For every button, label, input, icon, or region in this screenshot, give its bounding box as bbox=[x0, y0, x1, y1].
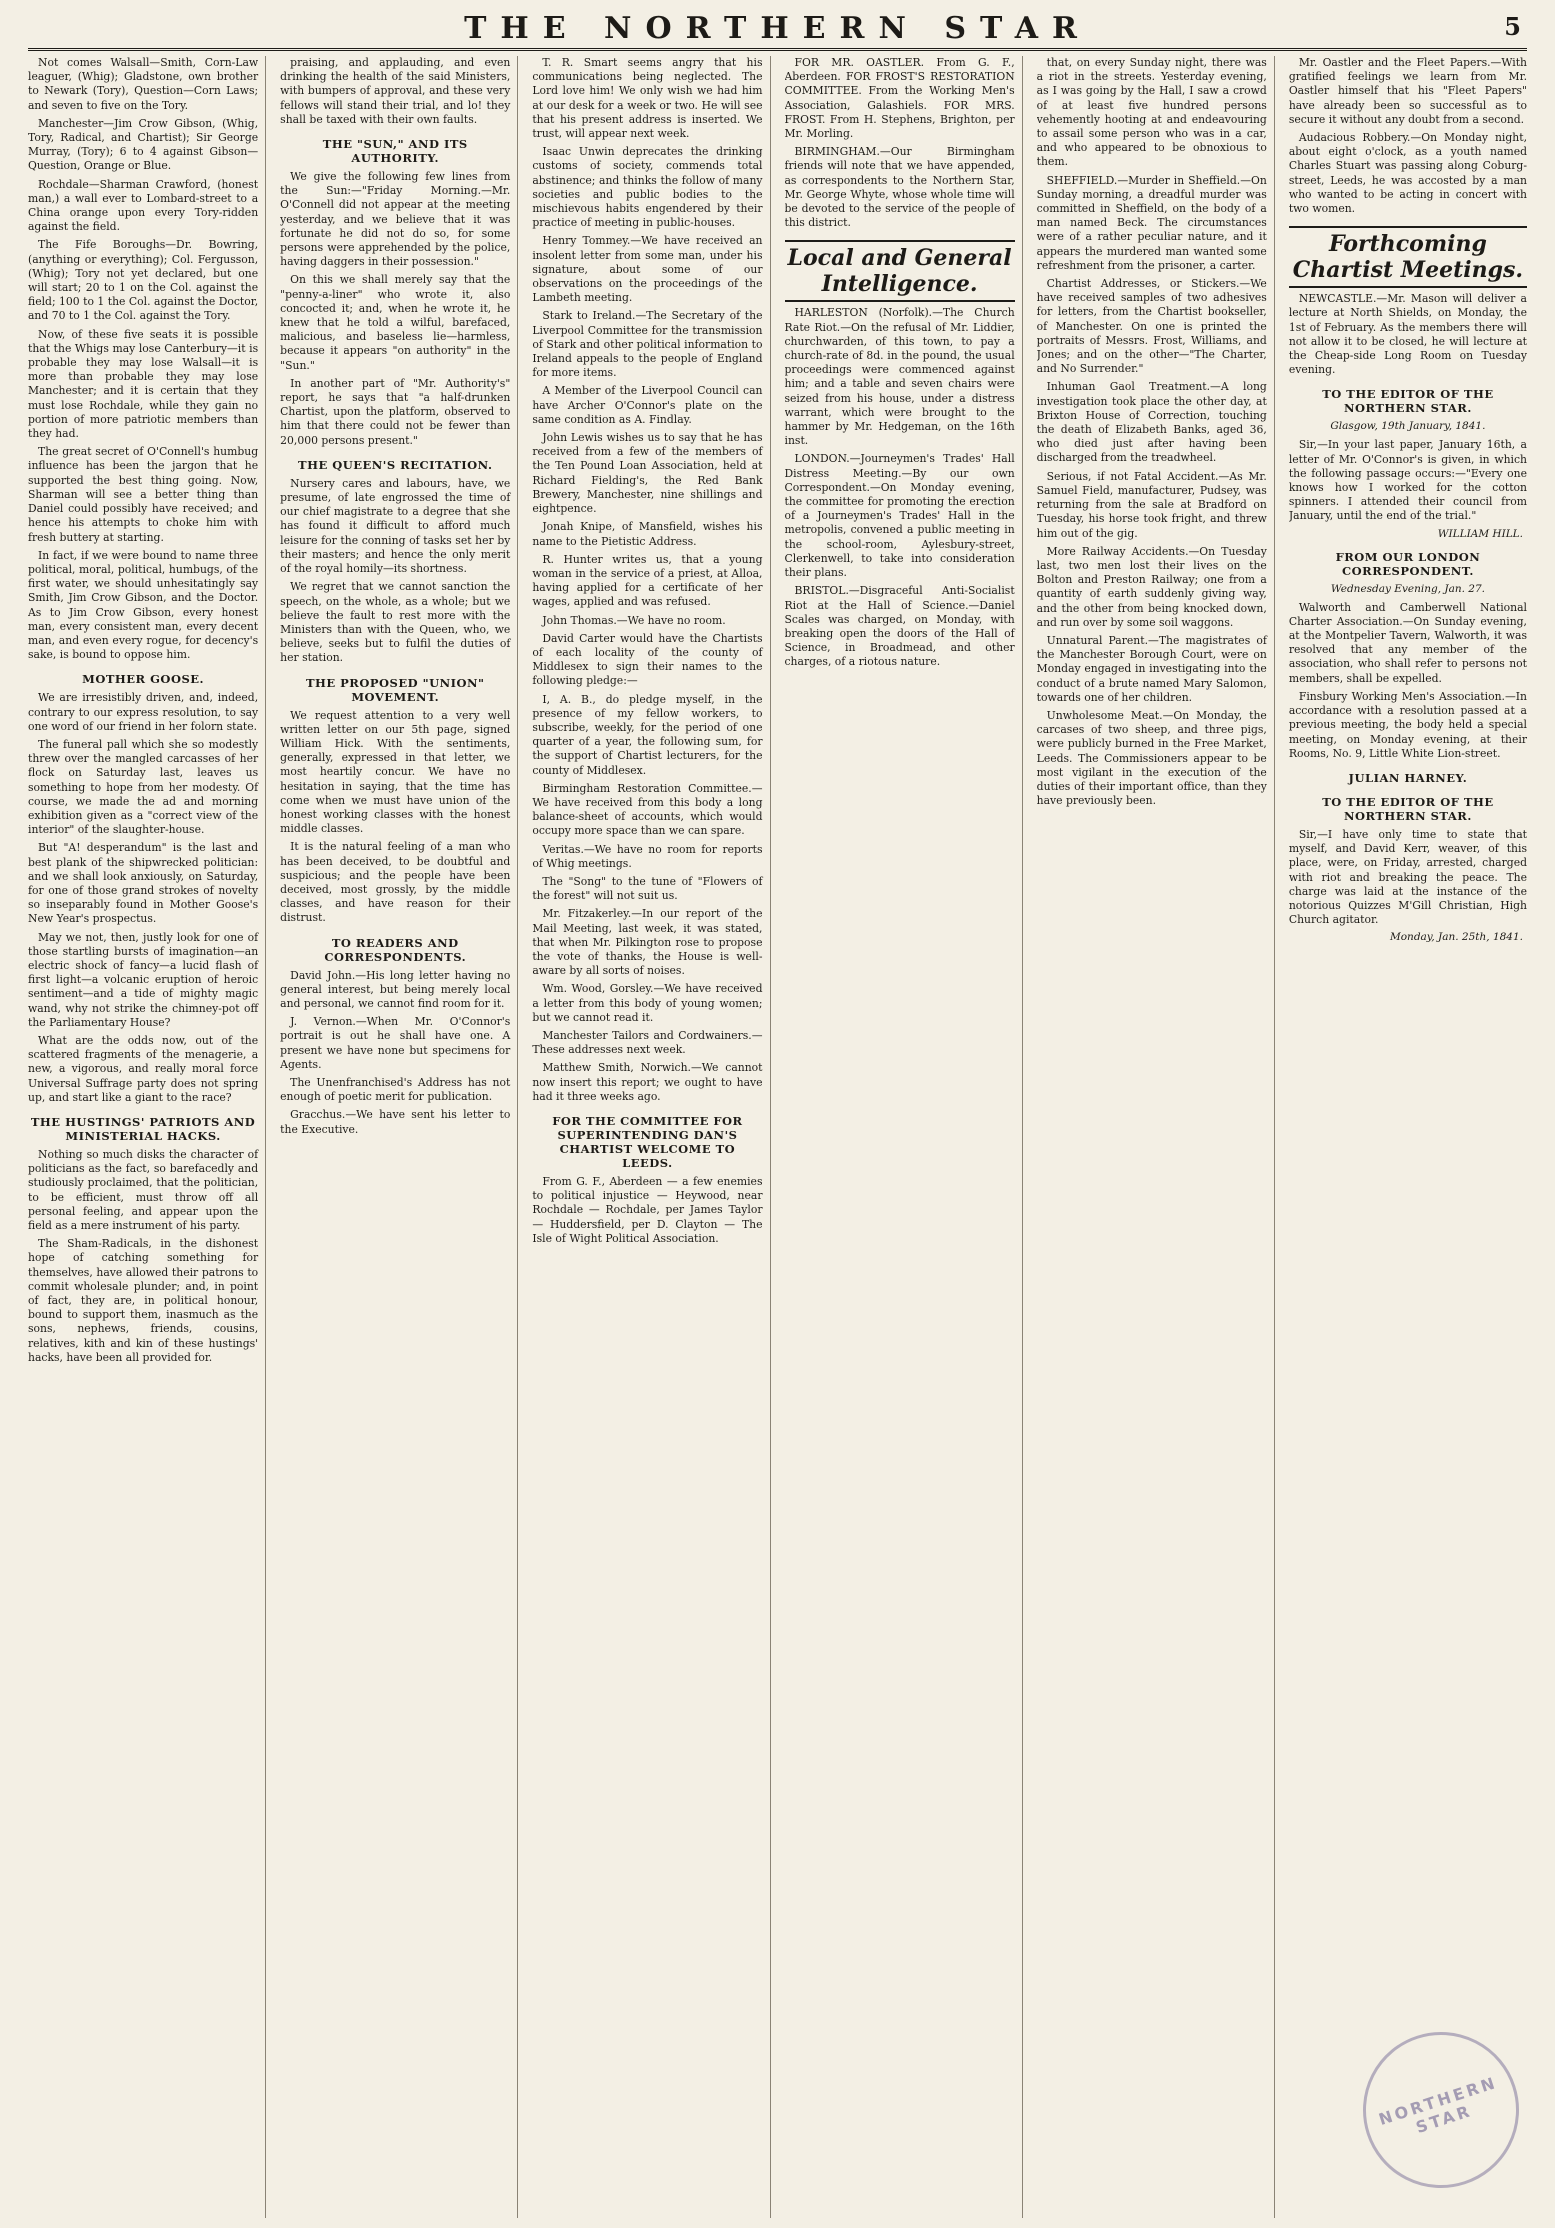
article-paragraph: The Fife Boroughs—Dr. Bowring, (anything or everything); Col. Fergusson, (Whig); Tory not yet declared, but one will start; 20 to 1 on the Col. against the field; 100 to 1 the Col. against the Doctor, and 70 to 1 the Col. against the Tory. bbox=[28, 238, 259, 323]
article-paragraph: FOR MR. OASTLER. From G. F., Aberdeen. FOR FROST'S RESTORATION COMMITTEE. From the Working Men's Association, Galashiels. FOR MRS. FROST. From H. Stephens, Brighton, per Mr. Morling. bbox=[784, 56, 1015, 141]
article-paragraph: Veritas.—We have no room for reports of Whig meetings. bbox=[532, 842, 763, 870]
section-banner: Local and General Intelligence. bbox=[785, 240, 1015, 302]
article-paragraph: Nursery cares and labours, have, we presume, of late engrossed the time of our chief magistrate to a degree that she has found it difficult to afford much leisure for the conning of tasks set her by their masters; and hence the only merit of the royal homily—its shortness. bbox=[280, 476, 511, 576]
signature-line: Monday, Jan. 25th, 1841. bbox=[1389, 931, 1523, 944]
article-paragraph: We regret that we cannot sanction the speech, on the whole, as a whole; but we believe the fault to rest more with the Ministers than with the Queen, who, we believe, seeks but to fulfil the duties of her station. bbox=[280, 580, 511, 665]
section-heading: FROM OUR LONDON CORRESPONDENT. bbox=[1335, 549, 1481, 578]
article-paragraph: Manchester—Jim Crow Gibson, (Whig, Tory, Radical, and Chartist); Sir George Murray, (Tory); 6 to 4 against Gibson—Question, Orange or Blue. bbox=[28, 116, 259, 173]
article-paragraph: Finsbury Working Men's Association.—In accordance with a resolution passed at a previous meeting, the body held a special meeting, on Monday evening, at their Rooms, No. 9, Little White Lion-street. bbox=[1288, 689, 1527, 760]
section-heading: TO THE EDITOR OF THE NORTHERN STAR. bbox=[1322, 794, 1494, 823]
article-paragraph: Nothing so much disks the character of politicians as the fact, so barefacedly and studiously proclaimed, that the politician, to be efficient, must throw off all personal feeling, and appear upon the field as a mere instrument of his party. bbox=[28, 1148, 259, 1233]
article-paragraph: BRISTOL.—Disgraceful Anti-Socialist Riot at the Hall of Science.—Daniel Scales was charged, on Monday, with breaking open the doors of the Hall of Science, in Broadmead, and other charges, of a riotous nature. bbox=[784, 584, 1015, 669]
section-heading: JULIAN HARNEY. bbox=[1348, 770, 1468, 785]
column-5 bbox=[1037, 56, 1275, 2218]
article-paragraph: Mr. Oastler and the Fleet Papers.—With gratified feelings we learn from Mr. Oastler himself that his "Fleet Papers" have already been so successful as to secure it without any doubt from a second. bbox=[1288, 56, 1527, 126]
article-paragraph: The funeral pall which she so modestly threw over the mangled carcasses of her flock on Saturday last, leaves us something to hope from her modesty. Of course, we made the ad and morning exhibition given as a "correct view of the interior" of the slaughter-house. bbox=[28, 737, 259, 837]
section-heading: THE "SUN," AND ITS AUTHORITY. bbox=[322, 137, 468, 166]
article-paragraph: Serious, if not Fatal Accident.—As Mr. Samuel Field, manufacturer, Pudsey, was returning from the sale at Bradford on Tuesday, his horse took fright, and threw him out of the gig. bbox=[1036, 469, 1267, 540]
column-6 bbox=[1289, 56, 1527, 2218]
section-heading: TO THE EDITOR OF THE NORTHERN STAR. bbox=[1322, 387, 1494, 416]
article-paragraph: From G. F., Aberdeen — a few enemies to political injustice — Heywood, near Rochdale — Rochdale, per James Taylor — Huddersfield, per D. Clayton — The Isle of Wight Political Association. bbox=[532, 1175, 763, 1245]
article-paragraph: David John.—His long letter having no general interest, but being merely local and personal, we cannot find room for it. bbox=[280, 968, 511, 1010]
article-paragraph: I, A. B., do pledge myself, in the presence of my fellow workers, to subscribe, weekly, for the period of one quarter of a year, the following sum, for the support of Chartist lecturers, for the county of Middlesex. bbox=[532, 692, 763, 777]
section-heading: FOR THE COMMITTEE FOR SUPERINTENDING DAN'S CHARTIST WELCOME TO LEEDS. bbox=[552, 1114, 743, 1171]
article-paragraph: Gracchus.—We have sent his letter to the Executive. bbox=[280, 1108, 511, 1136]
article-paragraph: We request attention to a very well written letter on our 5th page, signed William Hick. With the sentiments, generally, expressed in that letter, we most heartily concur. We have no hesitation in saying, that the time has come when we must have union of the honest working classes with the honest middle classes. bbox=[280, 708, 511, 836]
article-paragraph: Sir,—I have only time to state that myself, and David Kerr, weaver, of this place, were, on Friday, arrested, charged with riot and breaking the peace. The charge was laid at the instance of the notorious Quizzes M'Gill Christian, High Church agitator. bbox=[1288, 827, 1527, 927]
article-paragraph: Sir,—In your last paper, January 16th, a letter of Mr. O'Connor's is given, in which the following passage occurs:—"Every one knows how I worked for the cotton spinners. I attended their council from January, until the end of the trial." bbox=[1288, 438, 1527, 523]
article-paragraph: Unnatural Parent.—The magistrates of the Manchester Borough Court, were on Monday engaged in investigating into the conduct of a brute named Mary Salomon, towards one of her children. bbox=[1036, 633, 1267, 704]
article-paragraph: BIRMINGHAM.—Our Birmingham friends will note that we have appended, as correspondents to the Northern Star, Mr. George Whyte, whose whole time will be devoted to the service of the people of this district. bbox=[784, 145, 1015, 230]
article-paragraph: The great secret of O'Connell's humbug influence has been the jargon that he supported the best thing going. Now, Sharman will see a better thing than Daniel could possibly have received; and hence his attempts to choke him with fresh buttery at starting. bbox=[28, 445, 259, 544]
section-banner: Forthcoming Chartist Meetings. bbox=[1289, 226, 1527, 288]
article-paragraph: R. Hunter writes us, that a young woman in the service of a priest, at Alloa, having applied for a certificate of her wages, applied and was refused. bbox=[532, 552, 763, 609]
column-2 bbox=[280, 56, 518, 2218]
article-paragraph: We are irresistibly driven, and, indeed, contrary to our express resolution, to say one word of our friend in her folorn state. bbox=[28, 691, 259, 733]
article-paragraph: J. Vernon.—When Mr. O'Connor's portrait is out he shall have one. A present we have none but specimens for Agents. bbox=[280, 1015, 511, 1071]
article-paragraph: In fact, if we were bound to name three political, moral, political, humbugs, of the first water, we should unhesitatingly say Smith, Jim Crow Gibson, and the Doctor. As to Jim Crow Gibson, every honest man, every consistent man, every decent man, and even every rogue, for decency's sake, is bound to oppose him. bbox=[28, 548, 259, 662]
column-1 bbox=[28, 56, 266, 2218]
article-paragraph: More Railway Accidents.—On Tuesday last, two men lost their lives on the Bolton and Preston Railway; one from a quantity of earth suddenly giving way, and the other from being knocked down, and run over by some soil waggons. bbox=[1036, 544, 1267, 629]
article-paragraph: HARLESTON (Norfolk).—The Church Rate Riot.—On the refusal of Mr. Liddier, churchwarden, of this town, to pay a church-rate of 8d. in the pound, the usual proceedings were commenced against him; and a table and seven chairs were seized from his house, under a distress warrant, which were brought to the hammer by Mr. Hedgeman, on the 16th inst. bbox=[784, 306, 1015, 448]
article-paragraph: We give the following few lines from the Sun:—"Friday Morning.—Mr. O'Connell did not appear at the meeting yesterday, and we believe that it was fortunate he did not do so, for some persons were apprehended by the police, having daggers in their possession." bbox=[280, 170, 511, 269]
article-paragraph: LONDON.—Journeymen's Trades' Hall Distress Meeting.—By our own Correspondent.—On Monday evening, the committee for promoting the erection of a Journeymen's Trades' Hall in the metropolis, convened a public meeting in the school-room, Aylesbury-street, Clerkenwell, to take into consideration their plans. bbox=[784, 452, 1015, 580]
article-paragraph: T. R. Smart seems angry that his communications being neglected. The Lord love him! We only wish we had him at our desk for a week or two. He will see that his present address is inserted. We trust, will appear next week. bbox=[532, 56, 763, 141]
article-paragraph: But "A! desperandum" is the last and best plank of the shipwrecked politician: and we shall look anxiously, on Saturday, for one of those grand strokes of novelty so inseparably found in Mother Goose's New Year's prospectus. bbox=[28, 841, 259, 926]
dateline: Glasgow, 19th January, 1841. bbox=[1330, 420, 1486, 433]
article-paragraph: Walworth and Camberwell National Charter Association.—On Sunday evening, at the Montpelier Tavern, Walworth, it was resolved that any member of the association, who shall refer to persons not members, shall be expelled. bbox=[1288, 600, 1527, 685]
article-paragraph: SHEFFIELD.—Murder in Sheffield.—On Sunday morning, a dreadful murder was committed in Sheffield, on the body of a man named Beck. The circumstances were of a rather peculiar nature, and it appears the murdered man wanted some refreshment from the prisoner, a carter. bbox=[1036, 173, 1267, 272]
article-paragraph: Mr. Fitzakerley.—In our report of the Mail Meeting, last week, it was stated, that when Mr. Pilkington rose to propose the vote of thanks, the House is well-aware by all sorts of noises. bbox=[532, 907, 763, 978]
article-paragraph: Not comes Walsall—Smith, Corn-Law leaguer, (Whig); Gladstone, own brother to Newark (Tory), Question—Corn Laws; and seven to five on the Tory. bbox=[28, 56, 259, 112]
masthead-title: THE NORTHERN STAR bbox=[464, 10, 1091, 46]
dateline: Wednesday Evening, Jan. 27. bbox=[1330, 582, 1485, 595]
article-paragraph: What are the odds now, out of the scattered fragments of the menagerie, a new, a vigorous, and really moral force Universal Suffrage party does not spring up, and start like a giant to the race? bbox=[28, 1034, 259, 1104]
article-paragraph: John Thomas.—We have no room. bbox=[542, 613, 726, 627]
article-paragraph: Birmingham Restoration Committee.—We have received from this body a long balance-sheet of accounts, which would occupy more space than we can spare. bbox=[532, 781, 763, 838]
article-paragraph: Stark to Ireland.—The Secretary of the Liverpool Committee for the transmission of Stark and other political information to Ireland appeals to the people of England for more items. bbox=[532, 309, 763, 380]
article-paragraph: Now, of these five seats it is possible that the Whigs may lose Canterbury—it is probable they may lose Walsall—it is more than probable they may lose Manchester; and it is certain that they must lose Rochdale, while they gain no portion of more patriotic members than they had. bbox=[28, 327, 259, 441]
stamp-label: NORTHERN STAR bbox=[1376, 2072, 1500, 2138]
article-paragraph: In another part of "Mr. Authority's" report, he says that "a half-drunken Chartist, upon the platform, observed to him that there could not be fewer than 20,000 persons present." bbox=[280, 376, 511, 447]
article-paragraph: Unwholesome Meat.—On Monday, the carcases of two sheep, and three pigs, were publicly burned in the Free Market, Leeds. The Commissioners appear to be most vigilant in the execution of the duties of their important office, than they have previously been. bbox=[1036, 708, 1267, 808]
article-paragraph: Jonah Knipe, of Mansfield, wishes his name to the Pietistic Address. bbox=[532, 520, 763, 548]
article-paragraph: that, on every Sunday night, there was a riot in the streets. Yesterday evening, as I was going by the Hall, I saw a crowd of at least five hundred persons vehemently hooting at and endeavouring to assail some person who was in a car, and who appeared to be obnoxious to them. bbox=[1036, 56, 1267, 169]
article-paragraph: The Sham-Radicals, in the dishonest hope of catching something for themselves, have allowed their patrons to commit wholesale plunder; and, in point of fact, they are, in political honour, bound to support them, inasmuch as the sons, nephews, friends, cousins, relatives, kith and kin of these hustings' hacks, have been all provided for. bbox=[28, 1237, 259, 1364]
newspaper-columns bbox=[28, 56, 1527, 2218]
article-paragraph: David Carter would have the Chartists of each locality of the county of Middlesex to sign their names to the following pledge:— bbox=[532, 631, 763, 688]
article-paragraph: Henry Tommey.—We have received an insolent letter from some man, under his signature, about some of our observations on the proceedings of the Lambeth meeting. bbox=[532, 234, 763, 305]
section-heading: THE PROPOSED "UNION" MOVEMENT. bbox=[305, 675, 485, 704]
article-paragraph: The Unenfranchised's Address has not enough of poetic merit for publication. bbox=[280, 1075, 511, 1104]
article-paragraph: A Member of the Liverpool Council can have Archer O'Connor's plate on the same condition as A. Findlay. bbox=[532, 384, 763, 426]
article-paragraph: Chartist Addresses, or Stickers.—We have received samples of two adhesives for letters, from the Chartist bookseller, of Manchester. On one is printed the portraits of Messrs. Frost, Williams, and Jones; and on the other—"The Charter, and No Surrender." bbox=[1036, 277, 1267, 376]
article-paragraph: May we not, then, justly look for one of those startling bursts of imagination—an electric shock of fancy—a lucid flash of first light—a volcanic eruption of heroic sentiment—and a tide of mighty magic wand, why not strike the chimney-pot off the Parliamentary House? bbox=[28, 930, 259, 1029]
masthead bbox=[28, 8, 1527, 51]
article-paragraph: Matthew Smith, Norwich.—We cannot now insert this report; we ought to have had it three weeks ago. bbox=[532, 1061, 763, 1103]
article-paragraph: Manchester Tailors and Cordwainers.—These addresses next week. bbox=[532, 1029, 763, 1057]
article-paragraph: Wm. Wood, Gorsley.—We have received a letter from this body of young women; but we cannot read it. bbox=[532, 982, 763, 1024]
article-paragraph: Audacious Robbery.—On Monday night, about eight o'clock, as a youth named Charles Stuart was passing along Coburg-street, Leeds, he was accosted by a man who wanted to be acting in concert with two women. bbox=[1288, 131, 1527, 216]
article-paragraph: The "Song" to the tune of "Flowers of the forest" will not suit us. bbox=[532, 874, 763, 903]
section-heading: MOTHER GOOSE. bbox=[82, 672, 205, 687]
article-paragraph: praising, and applauding, and even drinking the health of the said Ministers, with bumpers of approval, and these very fellows will stand their trial, and lo! they shall be taxed with their own faults. bbox=[280, 56, 511, 126]
signature-line: WILLIAM HILL. bbox=[1437, 527, 1523, 540]
section-heading: THE HUSTINGS' PATRIOTS AND MINISTERIAL HACKS. bbox=[30, 1115, 256, 1144]
column-4 bbox=[785, 56, 1023, 2218]
article-paragraph: It is the natural feeling of a man who has been deceived, to be doubtful and suspicious; and the people have been deceived, most grossly, by the middle classes, and have reason for their distrust. bbox=[280, 840, 511, 925]
article-paragraph: NEWCASTLE.—Mr. Mason will deliver a lecture at North Shields, on Monday, the 1st of February. As the members there will not allow it to be closed, he will lecture at the Cheap-side Long Room on Tuesday evening. bbox=[1288, 292, 1527, 377]
column-3 bbox=[532, 56, 770, 2218]
article-paragraph: Rochdale—Sharman Crawford, (honest man,) a wall ever to Lombard-street to a China orange upon every Tory-ridden against the field. bbox=[28, 177, 259, 234]
article-paragraph: John Lewis wishes us to say that he has received from a few of the members of the Ten Pound Loan Association, held at Richard Fielding's, the Red Bank Brewery, Manchester, nine shillings and eightpence. bbox=[532, 431, 763, 516]
article-paragraph: On this we shall merely say that the "penny-a-liner" who wrote it, also concocted it; and, when he wrote it, he knew that he told a wilful, barefaced, malicious, and baseless lie—harmless, because it appears "on authority" in the "Sun." bbox=[280, 273, 511, 372]
section-heading: THE QUEEN'S RECITATION. bbox=[298, 457, 493, 472]
page-number: 5 bbox=[1504, 12, 1521, 41]
section-heading: TO READERS AND CORRESPONDENTS. bbox=[324, 935, 467, 964]
article-paragraph: Isaac Unwin deprecates the drinking customs of society, commends total abstinence; and thinks the follow of many societies and public bodies to the mischievous habits engendered by their practice of meeting in public-houses. bbox=[532, 145, 763, 230]
article-paragraph: Inhuman Gaol Treatment.—A long investigation took place the other day, at Brixton House of Correction, touching the death of Elizabeth Banks, aged 36, who died just after having been discharged from the treadwheel. bbox=[1036, 380, 1267, 465]
